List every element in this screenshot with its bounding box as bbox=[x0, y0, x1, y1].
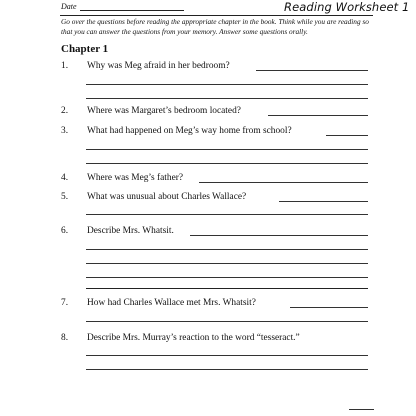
answer-line bbox=[86, 263, 368, 264]
question-6 bbox=[61, 226, 174, 236]
question-3 bbox=[61, 126, 292, 136]
question-number: 2. bbox=[61, 106, 69, 116]
question-text: What was unusual about Charles Wallace? bbox=[87, 192, 247, 202]
page-edge-line bbox=[349, 409, 374, 410]
answer-line bbox=[326, 135, 368, 136]
question-4 bbox=[61, 173, 183, 183]
question-number: 3. bbox=[61, 126, 69, 136]
question-text: Describe Mrs. Murray’s reaction to the word “tesseract.” bbox=[87, 333, 300, 343]
question-2 bbox=[61, 106, 241, 116]
answer-line bbox=[86, 321, 368, 322]
question-text: Describe Mrs. Whatsit. bbox=[87, 226, 174, 236]
question-text: Where was Meg’s father? bbox=[87, 173, 184, 183]
answer-line bbox=[268, 115, 368, 116]
question-number: 7. bbox=[61, 298, 69, 308]
answer-line bbox=[86, 163, 368, 164]
question-number: 1. bbox=[61, 61, 69, 71]
question-1 bbox=[61, 61, 230, 71]
answer-line bbox=[86, 149, 368, 150]
question-8 bbox=[61, 333, 300, 343]
answer-line bbox=[86, 98, 368, 99]
answer-line bbox=[86, 84, 368, 85]
question-text: Why was Meg afraid in her bedroom? bbox=[87, 61, 230, 71]
question-text: How had Charles Wallace met Mrs. Whatsit? bbox=[87, 298, 256, 308]
question-number: 8. bbox=[61, 333, 69, 343]
question-number: 6. bbox=[61, 226, 69, 236]
answer-line bbox=[199, 182, 368, 183]
question-5 bbox=[61, 192, 246, 202]
answer-line bbox=[86, 288, 368, 289]
answer-line bbox=[256, 70, 368, 71]
question-7 bbox=[61, 298, 256, 308]
answer-line bbox=[86, 369, 368, 370]
date-blank-line bbox=[80, 10, 184, 11]
answer-line bbox=[86, 355, 368, 356]
question-number: 5. bbox=[61, 192, 69, 202]
answer-line bbox=[290, 307, 368, 308]
question-text: Where was Margaret’s bedroom located? bbox=[87, 106, 241, 116]
answer-line bbox=[86, 277, 368, 278]
answer-line bbox=[190, 235, 368, 236]
header-rule bbox=[60, 15, 373, 16]
question-number: 4. bbox=[61, 173, 69, 183]
date-label: Date bbox=[61, 2, 77, 11]
answer-line bbox=[279, 201, 368, 202]
answer-line bbox=[86, 249, 368, 250]
answer-line bbox=[86, 214, 368, 215]
question-text: What had happened on Meg’s way home from school? bbox=[87, 126, 292, 136]
instructions-text: Go over the questions before reading the appropriate chapter in the book. Think while you are reading so that you can answer the questions from your memory. Answer some questions orally. bbox=[61, 17, 369, 36]
chapter-heading: Chapter 1 bbox=[61, 43, 109, 55]
worksheet-title: Reading Worksheet 1 bbox=[284, 0, 410, 14]
